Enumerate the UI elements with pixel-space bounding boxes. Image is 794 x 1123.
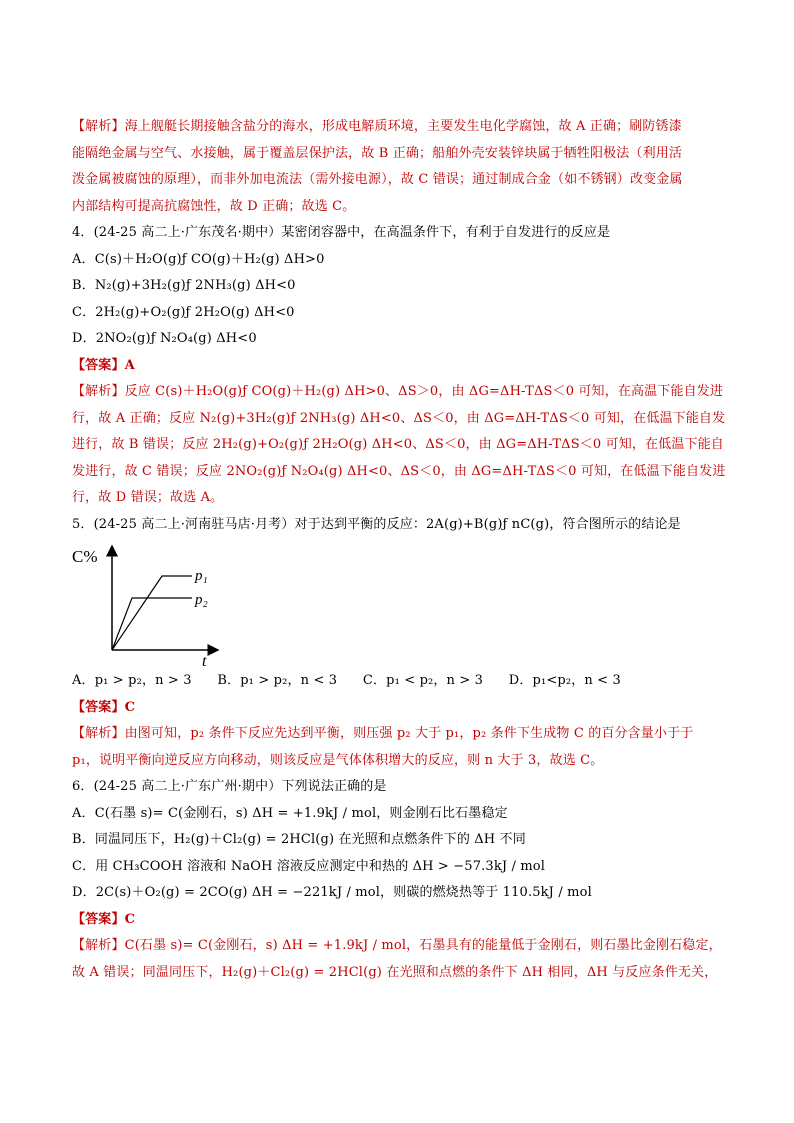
question-4	[72, 220, 724, 512]
question-6	[72, 774, 724, 986]
option-a: A．C(石墨 s)= C(金刚石，s) ΔH = +1.9kJ / mol，则金刚石比石墨稳定	[72, 805, 508, 821]
analysis-line: 发进行，故 C 错误；反应 2NO₂(g)ƒ N₂O₄(g) ΔH<0、ΔS＜0，由 ΔG=ΔH-TΔS＜0 可知，在低温下能自发进	[72, 463, 726, 479]
analysis-line: 行，故 D 错误；故选 A。	[72, 490, 224, 505]
analysis-line: 故 A 错误；同温同压下，H₂(g)＋Cl₂(g) = 2HCl(g) 在光照和点燃的条件下 ΔH 相同，ΔH 与反应条件无关，	[72, 964, 718, 980]
analysis-line: 【解析】反应 C(s)＋H₂O(g)ƒ CO(g)＋H₂(g) ΔH>0、ΔS＞0，由 ΔG=ΔH-TΔS＜0 可知，在高温下能自发进	[72, 384, 724, 399]
option-b: B．同温同压下，H₂(g)＋Cl₂(g) = 2HCl(g) 在光照和点燃条件下的 ΔH 不同	[72, 832, 526, 847]
answer: 【答案】C	[72, 911, 136, 927]
analysis-line: 能隔绝金属与空气、水接触，属于覆盖层保护法，故 B 正确；船舶外壳安装锌块属于牺牲阳极法（利用活	[72, 145, 683, 161]
analysis-line: 【解析】C(石墨 s)= C(金刚石，s) ΔH = +1.9kJ / mol，石墨具有的能量低于金刚石，则石墨比金刚石稳定，	[72, 938, 722, 953]
question-stem: 6．(24-25 高二上·广东广州·期中）下列说法正确的是	[72, 779, 387, 794]
y-axis-label: C%	[72, 547, 98, 566]
curve-p1	[112, 576, 192, 650]
pressure-graph	[72, 538, 724, 668]
answer: 【答案】A	[72, 357, 135, 373]
graph-svg	[72, 538, 232, 668]
option-a: A．C(s)＋H₂O(g)ƒ CO(g)＋H₂(g) ΔH>0	[72, 251, 325, 267]
option-d: D．2C(s)＋O₂(g) = 2CO(g) ΔH = −221kJ / mol，则碳的燃烧热等于 110.5kJ / mol	[72, 885, 592, 900]
analysis-line: 行，故 A 正确；反应 N₂(g)+3H₂(g)ƒ 2NH₃(g) ΔH<0、ΔS＜0，由 ΔG=ΔH-TΔS＜0 可知，在低温下能自发	[72, 410, 726, 426]
options-line: A．p₁ > p₂，n > 3 B．p₁ > p₂，n < 3 C．p₁ < p₂，n > 3 D．p₁<p₂，n < 3	[72, 673, 621, 688]
analysis-line: 泼金属被腐蚀的原理），而非外加电流法（需外接电源），故 C 错误；通过制成合金（如不锈钢）改变金属	[72, 172, 683, 187]
analysis-line: 【解析】由图可知，p₂ 条件下反应先达到平衡，则压强 p₂ 大于 p₁，p₂ 条件下生成物 C 的百分含量小于于	[72, 726, 694, 741]
answer: 【答案】C	[72, 699, 136, 715]
document-page	[72, 114, 724, 986]
x-axis-label: t	[202, 653, 207, 668]
curve-p2	[112, 598, 192, 650]
label-p2: p₂	[195, 592, 208, 608]
q3-analysis	[72, 114, 724, 220]
question-5	[72, 512, 724, 775]
option-b: B．N₂(g)+3H₂(g)ƒ 2NH₃(g) ΔH<0	[72, 278, 296, 293]
analysis-line: 内部结构可提高抗腐蚀性，故 D 正确；故选 C。	[72, 198, 356, 214]
label-p1: p₁	[195, 568, 208, 584]
analysis-line: p₁，说明平衡向逆反应方向移动，则该反应是气体体积增大的反应，则 n 大于 3，故选 C。	[72, 752, 604, 768]
option-c: C．2H₂(g)+O₂(g)ƒ 2H₂O(g) ΔH<0	[72, 304, 295, 320]
question-stem: 4．(24-25 高二上·广东茂名·期中）某密闭容器中，在高温条件下，有利于自发进行的反应是	[72, 225, 611, 240]
analysis-line: 【解析】海上舰艇长期接触含盐分的海水，形成电解质环境，主要发生电化学腐蚀，故 A 正确；刷防锈漆	[72, 119, 682, 134]
option-d: D．2NO₂(g)ƒ N₂O₄(g) ΔH<0	[72, 331, 257, 346]
question-stem: 5．(24-25 高二上·河南驻马店·月考）对于达到平衡的反应：2A(g)+B(g)ƒ nC(g)，符合图所示的结论是	[72, 516, 681, 532]
analysis-line: 进行，故 B 错误；反应 2H₂(g)+O₂(g)ƒ 2H₂O(g) ΔH<0、ΔS＜0，由 ΔG=ΔH-TΔS＜0 可知，在低温下能自	[72, 437, 724, 452]
option-c: C．用 CH₃COOH 溶液和 NaOH 溶液反应测定中和热的 ΔH > −57.3kJ / mol	[72, 858, 546, 874]
